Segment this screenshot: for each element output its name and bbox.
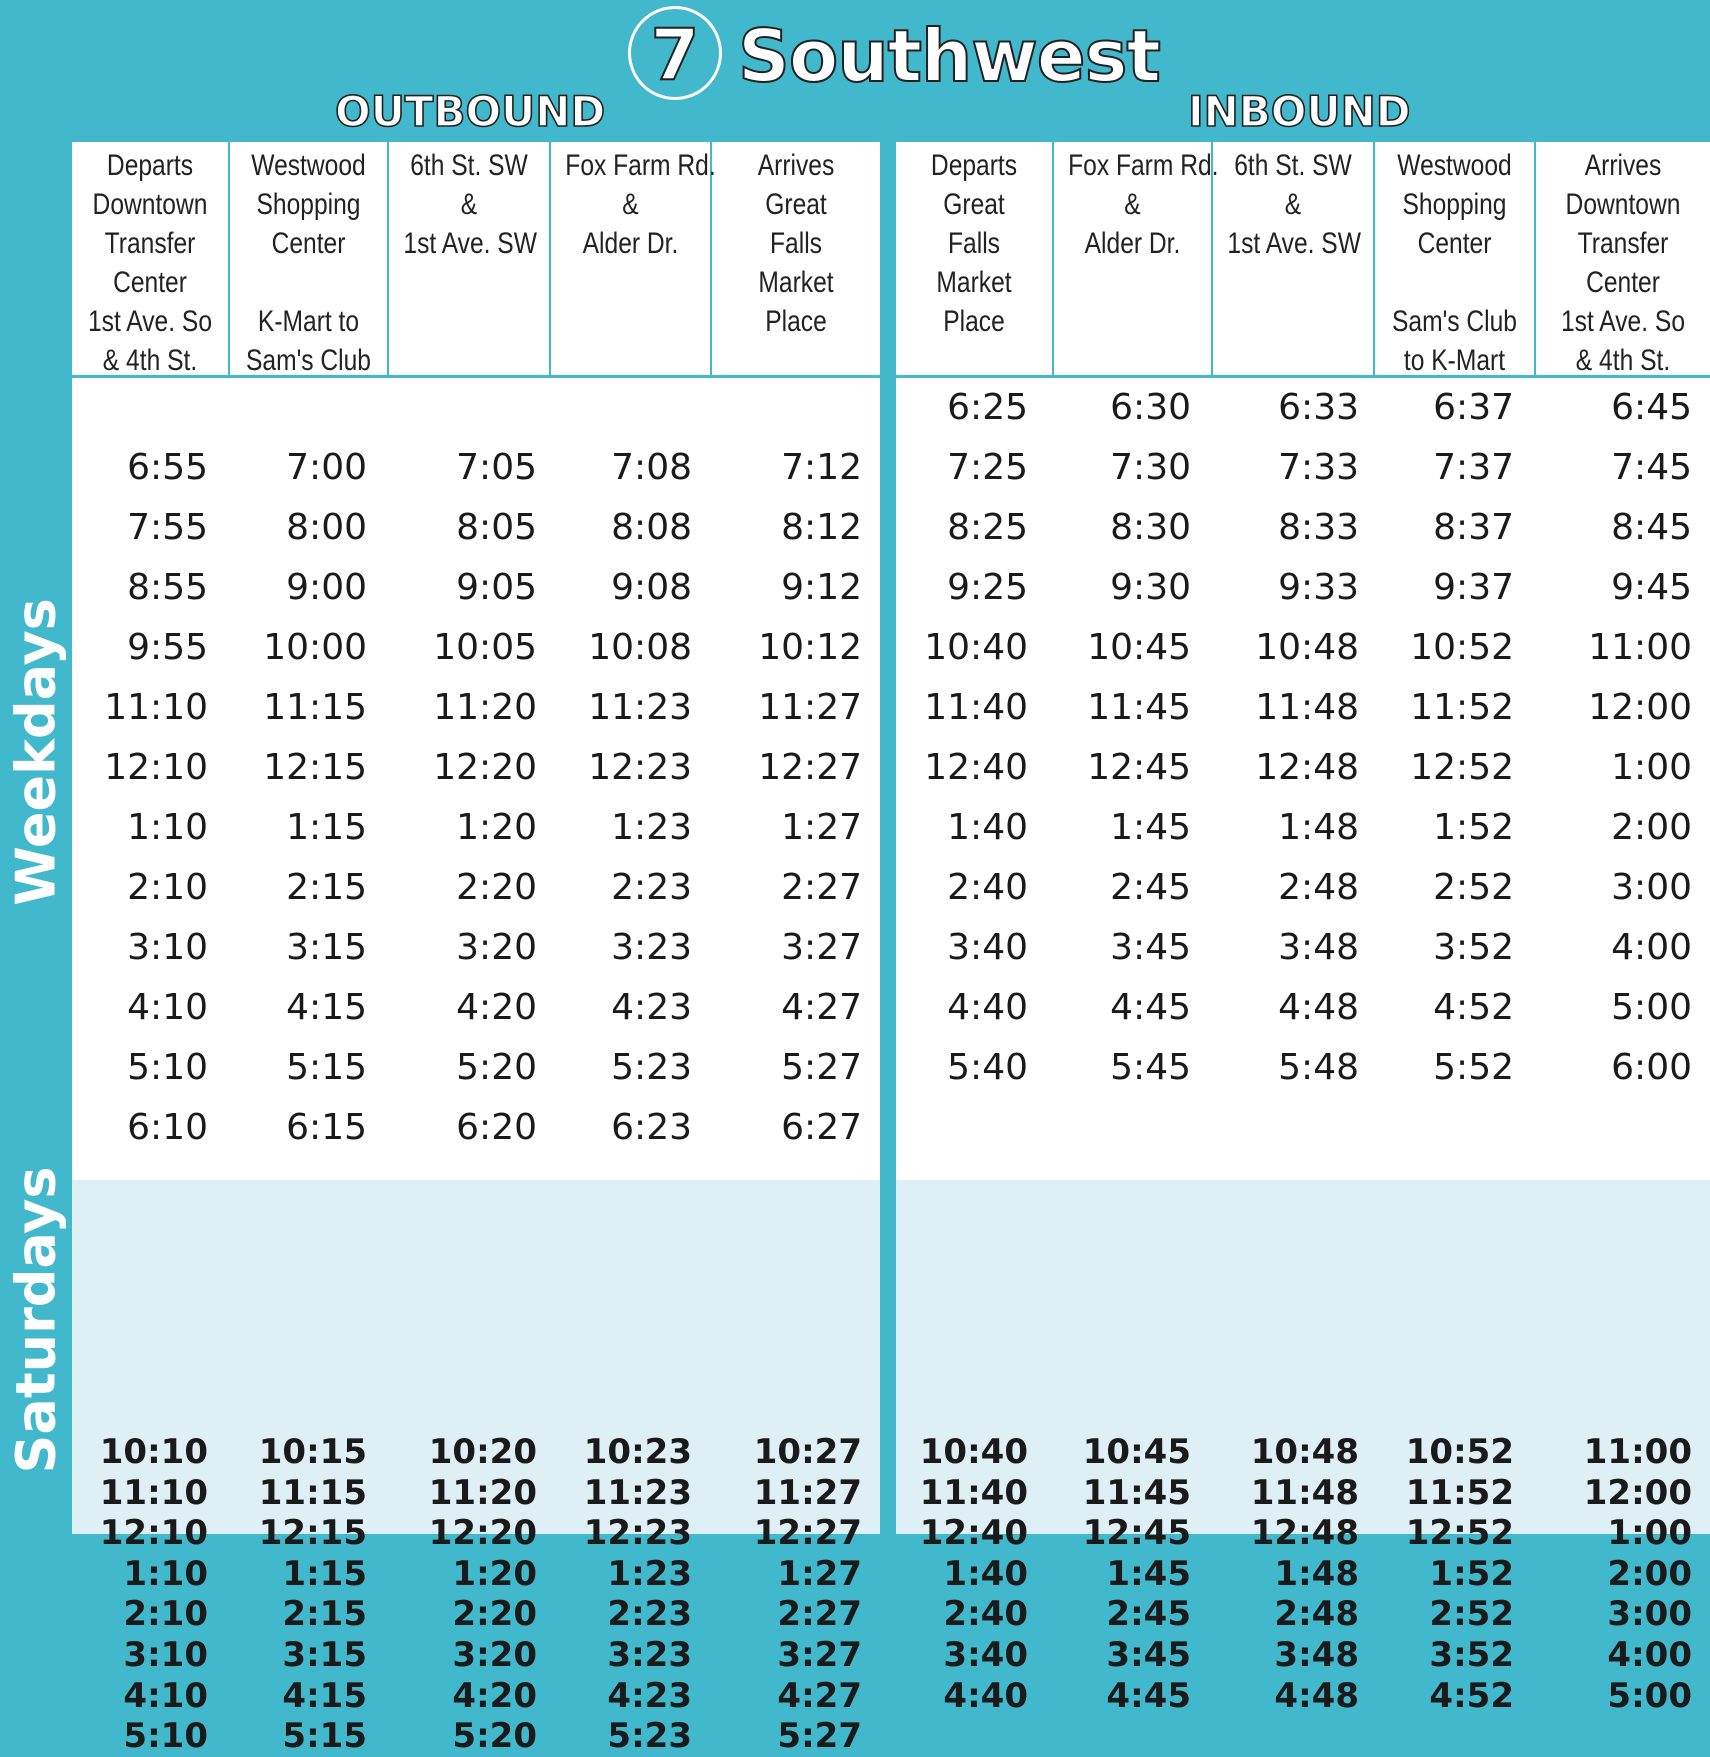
column-header-line: Downtown xyxy=(1565,188,1681,221)
weekday-time-cell xyxy=(230,378,367,438)
weekday-time-cell: 8:12 xyxy=(781,507,862,548)
saturday-time-cell: 4:20 xyxy=(452,1675,537,1716)
saturday-time-cell: 5:15 xyxy=(282,1716,367,1757)
weekday-time-cell: 8:08 xyxy=(611,507,692,548)
saturday-time-cell: 1:52 xyxy=(1429,1553,1514,1594)
weekday-time-cell: 9:30 xyxy=(1110,567,1191,608)
column-header-line: Falls xyxy=(770,227,822,260)
column-header-line: Alder Dr. xyxy=(582,227,679,260)
saturday-time-cell: 2:27 xyxy=(777,1594,862,1635)
saturday-time-cell: 12:48 xyxy=(1250,1513,1359,1554)
weekday-time-cell: 8:33 xyxy=(1278,507,1359,548)
weekday-time-cell: 11:10 xyxy=(104,687,208,728)
saturdays-label: Saturdays xyxy=(4,1166,68,1474)
weekday-time-cell: 6:27 xyxy=(781,1107,862,1148)
saturday-time-cell: 10:20 xyxy=(428,1432,537,1472)
weekday-times xyxy=(230,378,389,1158)
weekday-time-cell: 7:45 xyxy=(1611,447,1692,488)
column-header-line: Transfer xyxy=(1577,227,1669,260)
column-header-line: Westwood xyxy=(1397,149,1512,182)
saturday-time-cell: 12:23 xyxy=(583,1513,692,1554)
saturday-times xyxy=(551,1432,712,1757)
inbound-times xyxy=(896,378,1710,1716)
weekday-time-cell: 11:15 xyxy=(263,687,367,728)
weekday-times xyxy=(712,378,880,1158)
weekday-time-cell: 10:45 xyxy=(1087,627,1191,668)
weekday-time-cell: 11:27 xyxy=(758,687,862,728)
saturday-time-cell: 3:23 xyxy=(607,1634,692,1675)
column-header-line: Sam's Club xyxy=(1391,305,1517,338)
weekday-time-cell: 11:20 xyxy=(433,687,537,728)
weekday-time-cell: 1:40 xyxy=(947,807,1028,848)
weekday-time-cell: 12:52 xyxy=(1410,747,1514,788)
weekday-time-cell: 2:45 xyxy=(1110,867,1191,908)
weekday-times xyxy=(1375,378,1536,1098)
saturday-time-cell: 10:15 xyxy=(258,1432,367,1472)
column-header-line: Great xyxy=(765,188,827,221)
weekday-time-cell: 6:30 xyxy=(1110,387,1191,428)
saturday-time-cell: 11:45 xyxy=(1082,1472,1191,1513)
weekday-time-cell: 4:00 xyxy=(1611,927,1692,968)
column-header-line: Great xyxy=(943,188,1005,221)
weekday-time-cell: 5:20 xyxy=(456,1047,537,1088)
weekday-time-cell: 8:55 xyxy=(127,567,208,608)
saturday-time-cell: 10:45 xyxy=(1082,1432,1191,1472)
column-header-line xyxy=(1389,263,1519,302)
weekday-time-cell: 8:30 xyxy=(1110,507,1191,548)
weekday-times xyxy=(1536,378,1710,1098)
saturday-times xyxy=(72,1432,230,1757)
saturday-times xyxy=(1536,1432,1710,1716)
saturday-time-cell: 11:15 xyxy=(258,1472,367,1513)
saturday-time-cell: 2:20 xyxy=(452,1594,537,1635)
inbound-table xyxy=(896,142,1710,1716)
weekday-time-cell: 9:45 xyxy=(1611,567,1692,608)
weekday-time-cell: 2:15 xyxy=(286,867,367,908)
saturday-times xyxy=(712,1432,880,1757)
column-header-line: & xyxy=(1124,188,1141,221)
column-header-line: Fox Farm Rd. xyxy=(565,149,716,182)
weekday-time-cell: 8:45 xyxy=(1611,507,1692,548)
saturday-time-cell: 12:10 xyxy=(99,1513,208,1554)
saturday-time-cell: 3:10 xyxy=(123,1634,208,1675)
saturday-time-cell: 11:52 xyxy=(1405,1472,1514,1513)
saturday-time-cell: 4:52 xyxy=(1429,1675,1514,1716)
weekday-time-cell: 5:45 xyxy=(1110,1047,1191,1088)
weekday-time-cell: 3:23 xyxy=(611,927,692,968)
column-header-line: Shopping xyxy=(1402,188,1507,221)
column-header-line xyxy=(244,263,373,302)
weekday-time-cell: 9:05 xyxy=(456,567,537,608)
weekday-times xyxy=(1213,378,1375,1098)
weekday-time-cell: 5:10 xyxy=(127,1047,208,1088)
weekday-time-cell: 8:00 xyxy=(286,507,367,548)
weekday-time-cell: 7:12 xyxy=(781,447,862,488)
saturday-time-cell: 2:45 xyxy=(1106,1594,1191,1635)
column-header-line: & 4th St. xyxy=(1575,344,1671,377)
weekday-time-cell: 3:40 xyxy=(947,927,1028,968)
saturday-time-cell: 10:10 xyxy=(99,1432,208,1472)
weekday-time-cell: 12:48 xyxy=(1255,747,1359,788)
route-name: Southwest xyxy=(738,14,1160,98)
column-header-line: 1st Ave. SW xyxy=(403,227,537,260)
saturday-time-cell: 1:10 xyxy=(123,1553,208,1594)
weekday-time-cell: 6:00 xyxy=(1611,1047,1692,1088)
saturday-time-cell: 2:10 xyxy=(123,1594,208,1635)
saturday-time-cell: 5:10 xyxy=(123,1716,208,1757)
saturday-time-cell: 5:27 xyxy=(777,1716,862,1757)
column-header-line: Westwood xyxy=(251,149,366,182)
column-header-line: Arrives xyxy=(1584,149,1662,182)
weekday-time-cell xyxy=(551,378,692,438)
saturday-times xyxy=(230,1432,389,1757)
weekday-time-cell: 7:00 xyxy=(286,447,367,488)
weekday-times xyxy=(389,378,551,1158)
saturday-time-cell: 11:23 xyxy=(583,1472,692,1513)
weekday-time-cell: 7:25 xyxy=(947,447,1028,488)
saturday-time-cell: 4:00 xyxy=(1607,1634,1692,1675)
column-header-line: Place xyxy=(943,305,1005,338)
saturday-time-cell: 3:52 xyxy=(1429,1634,1514,1675)
saturday-time-cell: 3:15 xyxy=(282,1634,367,1675)
time-column xyxy=(72,378,230,1757)
weekday-time-cell: 11:23 xyxy=(588,687,692,728)
weekday-time-cell: 11:48 xyxy=(1255,687,1359,728)
column-header-line: Shopping xyxy=(256,188,361,221)
column-header-line: & xyxy=(1284,188,1302,221)
weekday-time-cell: 2:52 xyxy=(1433,867,1514,908)
saturday-time-cell: 2:52 xyxy=(1429,1594,1514,1635)
weekday-time-cell: 9:37 xyxy=(1433,567,1514,608)
column-header-line: Center xyxy=(113,266,187,299)
column-header-line: Market xyxy=(758,266,834,299)
saturday-time-cell: 11:00 xyxy=(1583,1432,1692,1472)
saturday-time-cell: 1:23 xyxy=(607,1553,692,1594)
saturday-time-cell: 4:10 xyxy=(123,1675,208,1716)
outbound-label: OUTBOUND xyxy=(335,87,606,136)
saturday-time-cell: 11:20 xyxy=(428,1472,537,1513)
weekday-time-cell: 1:20 xyxy=(456,807,537,848)
weekday-time-cell: 12:15 xyxy=(263,747,367,788)
saturday-time-cell: 1:15 xyxy=(282,1553,367,1594)
column-header-line: Center xyxy=(271,227,346,260)
weekday-time-cell: 3:20 xyxy=(456,927,537,968)
weekday-time-cell: 6:55 xyxy=(127,447,208,488)
saturday-times xyxy=(1375,1432,1536,1716)
saturday-time-cell: 3:00 xyxy=(1607,1594,1692,1635)
weekday-time-cell: 4:40 xyxy=(947,987,1028,1028)
weekday-time-cell: 12:40 xyxy=(924,747,1028,788)
weekday-time-cell: 4:48 xyxy=(1278,987,1359,1028)
saturday-time-cell: 5:20 xyxy=(452,1716,537,1757)
weekday-time-cell: 3:48 xyxy=(1278,927,1359,968)
column-header-line: & 4th St. xyxy=(102,344,198,377)
time-column xyxy=(230,378,389,1757)
weekday-times xyxy=(551,378,712,1158)
column-header-line: Fox Farm Rd. xyxy=(1068,149,1219,182)
column-header-line: to K-Mart xyxy=(1403,344,1506,377)
weekday-time-cell: 4:15 xyxy=(286,987,367,1028)
saturday-time-cell: 1:00 xyxy=(1607,1513,1692,1554)
saturday-time-cell: 2:40 xyxy=(943,1594,1028,1635)
time-column xyxy=(1375,378,1536,1716)
saturday-time-cell: 10:52 xyxy=(1405,1432,1514,1472)
saturday-times xyxy=(389,1432,551,1757)
column-header-line: 1st Ave. So xyxy=(88,305,212,338)
weekday-times xyxy=(896,378,1054,1098)
column-header-line: Arrives xyxy=(757,149,835,182)
weekday-time-cell: 2:48 xyxy=(1278,867,1359,908)
weekday-time-cell: 11:40 xyxy=(924,687,1028,728)
saturday-time-cell: 3:45 xyxy=(1106,1634,1191,1675)
saturday-time-cell: 4:27 xyxy=(777,1675,862,1716)
column-header-line: Center xyxy=(1417,227,1492,260)
weekday-time-cell: 3:15 xyxy=(286,927,367,968)
column-header-line: Market xyxy=(936,266,1012,299)
weekday-time-cell: 6:25 xyxy=(947,387,1028,428)
route-number: 7 xyxy=(650,14,700,96)
saturday-time-cell: 1:48 xyxy=(1274,1553,1359,1594)
weekday-time-cell: 7:05 xyxy=(456,447,537,488)
weekday-time-cell: 9:12 xyxy=(781,567,862,608)
saturday-time-cell: 4:48 xyxy=(1274,1675,1359,1716)
column-header-line: Falls xyxy=(948,227,1000,260)
saturday-time-cell: 2:00 xyxy=(1607,1553,1692,1594)
weekday-time-cell: 5:15 xyxy=(286,1047,367,1088)
weekday-time-cell: 12:23 xyxy=(588,747,692,788)
column-header-line: & xyxy=(460,188,478,221)
weekday-time-cell: 1:45 xyxy=(1110,807,1191,848)
weekday-time-cell: 10:52 xyxy=(1410,627,1514,668)
saturday-time-cell: 12:00 xyxy=(1583,1472,1692,1513)
weekday-time-cell: 7:08 xyxy=(611,447,692,488)
weekday-time-cell: 9:25 xyxy=(947,567,1028,608)
saturday-time-cell: 1:27 xyxy=(777,1553,862,1594)
weekday-time-cell: 6:20 xyxy=(456,1107,537,1148)
weekday-time-cell: 6:45 xyxy=(1611,387,1692,428)
weekday-time-cell: 3:00 xyxy=(1611,867,1692,908)
weekday-time-cell: 5:00 xyxy=(1611,987,1692,1028)
time-column xyxy=(1536,378,1710,1716)
saturday-time-cell: 12:52 xyxy=(1405,1513,1514,1554)
time-column xyxy=(1213,378,1375,1716)
saturday-time-cell: 4:23 xyxy=(607,1675,692,1716)
saturday-time-cell: 5:23 xyxy=(607,1716,692,1757)
weekday-times xyxy=(1054,378,1213,1098)
saturday-time-cell: 2:48 xyxy=(1274,1594,1359,1635)
weekday-time-cell: 12:27 xyxy=(758,747,862,788)
saturday-time-cell: 3:40 xyxy=(943,1634,1028,1675)
weekday-time-cell: 4:10 xyxy=(127,987,208,1028)
weekday-time-cell: 1:15 xyxy=(286,807,367,848)
weekday-time-cell: 6:33 xyxy=(1278,387,1359,428)
outbound-times xyxy=(72,378,880,1757)
weekday-time-cell: 2:20 xyxy=(456,867,537,908)
weekday-time-cell: 1:10 xyxy=(127,807,208,848)
weekday-time-cell: 7:33 xyxy=(1278,447,1359,488)
weekday-time-cell: 5:48 xyxy=(1278,1047,1359,1088)
time-column xyxy=(551,378,712,1757)
column-header-line: Downtown xyxy=(92,188,208,221)
weekday-time-cell: 1:27 xyxy=(781,807,862,848)
weekday-time-cell: 4:45 xyxy=(1110,987,1191,1028)
column-header-line: Transfer xyxy=(104,227,196,260)
weekday-time-cell: 10:40 xyxy=(924,627,1028,668)
weekday-time-cell: 12:45 xyxy=(1087,747,1191,788)
saturday-times xyxy=(1054,1432,1213,1716)
saturday-time-cell: 10:23 xyxy=(583,1432,692,1472)
time-column xyxy=(896,378,1054,1716)
weekday-time-cell: 3:45 xyxy=(1110,927,1191,968)
weekday-time-cell: 4:20 xyxy=(456,987,537,1028)
weekday-time-cell: 7:30 xyxy=(1110,447,1191,488)
weekday-time-cell: 6:10 xyxy=(127,1107,208,1148)
saturday-time-cell: 11:48 xyxy=(1250,1472,1359,1513)
weekday-time-cell: 7:55 xyxy=(127,507,208,548)
saturday-time-cell: 10:27 xyxy=(753,1432,862,1472)
column-header xyxy=(1375,142,1536,375)
weekday-time-cell: 10:05 xyxy=(433,627,537,668)
column-header-line: Place xyxy=(765,305,827,338)
column-header xyxy=(72,142,230,375)
weekdays-label: Weekdays xyxy=(4,598,68,906)
saturday-time-cell: 12:20 xyxy=(428,1513,537,1554)
weekday-time-cell: 11:00 xyxy=(1588,627,1692,668)
column-header-line: Departs xyxy=(106,149,194,182)
weekday-times xyxy=(72,378,230,1158)
weekday-time-cell: 1:52 xyxy=(1433,807,1514,848)
weekday-time-cell: 9:00 xyxy=(286,567,367,608)
saturday-time-cell: 3:20 xyxy=(452,1634,537,1675)
time-column xyxy=(1054,378,1213,1716)
inbound-label: INBOUND xyxy=(1188,87,1411,136)
column-header xyxy=(230,142,389,375)
weekday-time-cell: 8:37 xyxy=(1433,507,1514,548)
saturday-time-cell: 10:48 xyxy=(1250,1432,1359,1472)
weekday-time-cell: 5:52 xyxy=(1433,1047,1514,1088)
weekday-time-cell: 10:12 xyxy=(758,627,862,668)
saturday-time-cell: 10:40 xyxy=(919,1432,1028,1472)
saturday-time-cell: 4:40 xyxy=(943,1675,1028,1716)
column-header xyxy=(389,142,551,375)
weekday-time-cell xyxy=(389,378,537,438)
column-header-line: 1st Ave. So xyxy=(1561,305,1685,338)
column-header xyxy=(551,142,716,375)
weekday-time-cell: 3:27 xyxy=(781,927,862,968)
route-number-badge xyxy=(628,6,722,100)
saturday-time-cell: 11:27 xyxy=(753,1472,862,1513)
column-header xyxy=(1054,142,1219,375)
saturday-time-cell: 12:27 xyxy=(753,1513,862,1554)
weekday-time-cell: 6:15 xyxy=(286,1107,367,1148)
saturday-time-cell: 2:23 xyxy=(607,1594,692,1635)
weekday-time-cell: 2:27 xyxy=(781,867,862,908)
time-column xyxy=(712,378,880,1757)
weekday-time-cell xyxy=(712,378,862,438)
saturday-time-cell: 1:40 xyxy=(943,1553,1028,1594)
column-header-line: K-Mart to xyxy=(257,305,360,338)
weekday-time-cell: 11:45 xyxy=(1087,687,1191,728)
column-header xyxy=(1536,142,1710,375)
saturday-time-cell: 4:15 xyxy=(282,1675,367,1716)
weekday-time-cell: 11:52 xyxy=(1410,687,1514,728)
weekday-time-cell: 12:10 xyxy=(104,747,208,788)
saturday-time-cell: 3:27 xyxy=(777,1634,862,1675)
saturday-times xyxy=(896,1432,1054,1716)
weekday-time-cell: 1:48 xyxy=(1278,807,1359,848)
weekday-time-cell: 8:25 xyxy=(947,507,1028,548)
weekday-time-cell: 12:20 xyxy=(433,747,537,788)
weekday-time-cell: 4:27 xyxy=(781,987,862,1028)
weekday-time-cell: 4:23 xyxy=(611,987,692,1028)
weekday-time-cell: 4:52 xyxy=(1433,987,1514,1028)
weekday-time-cell: 1:00 xyxy=(1611,747,1692,788)
weekday-time-cell: 9:55 xyxy=(127,627,208,668)
saturday-time-cell: 2:15 xyxy=(282,1594,367,1635)
saturday-time-cell: 11:40 xyxy=(919,1472,1028,1513)
weekday-time-cell: 5:27 xyxy=(781,1047,862,1088)
column-header xyxy=(896,142,1054,375)
weekday-time-cell: 3:52 xyxy=(1433,927,1514,968)
column-header-line: Departs xyxy=(930,149,1018,182)
saturday-time-cell: 1:20 xyxy=(452,1553,537,1594)
weekday-time-cell: 2:00 xyxy=(1611,807,1692,848)
column-header-line: 1st Ave. SW xyxy=(1227,227,1361,260)
saturday-time-cell: 4:45 xyxy=(1106,1675,1191,1716)
column-header-line: Sam's Club xyxy=(245,344,371,377)
weekday-time-cell: 2:10 xyxy=(127,867,208,908)
outbound-headers xyxy=(72,142,880,378)
weekday-time-cell: 3:10 xyxy=(127,927,208,968)
weekday-time-cell: 9:08 xyxy=(611,567,692,608)
saturday-time-cell: 3:48 xyxy=(1274,1634,1359,1675)
weekday-time-cell: 6:37 xyxy=(1433,387,1514,428)
column-header-line: Alder Dr. xyxy=(1084,227,1181,260)
column-header-line: & xyxy=(622,188,639,221)
weekday-time-cell: 8:05 xyxy=(456,507,537,548)
weekday-time-cell: 5:40 xyxy=(947,1047,1028,1088)
saturday-time-cell: 12:15 xyxy=(258,1513,367,1554)
weekday-time-cell: 1:23 xyxy=(611,807,692,848)
saturday-time-cell: 12:40 xyxy=(919,1513,1028,1554)
weekday-time-cell: 2:23 xyxy=(611,867,692,908)
weekday-time-cell: 10:00 xyxy=(263,627,367,668)
inbound-headers xyxy=(896,142,1710,378)
time-column xyxy=(389,378,551,1757)
column-header-line: Center xyxy=(1586,266,1660,299)
column-header xyxy=(1213,142,1375,375)
column-header-line: 6th St. SW xyxy=(1234,149,1352,182)
weekday-time-cell: 12:00 xyxy=(1588,687,1692,728)
weekday-time-cell xyxy=(72,378,208,438)
weekday-time-cell: 10:08 xyxy=(588,627,692,668)
saturday-time-cell: 12:45 xyxy=(1082,1513,1191,1554)
column-header xyxy=(712,142,880,375)
outbound-table xyxy=(72,142,880,1757)
saturday-time-cell: 1:45 xyxy=(1106,1553,1191,1594)
weekday-time-cell: 9:33 xyxy=(1278,567,1359,608)
saturday-time-cell: 11:10 xyxy=(99,1472,208,1513)
saturday-time-cell: 5:00 xyxy=(1607,1675,1692,1716)
weekday-time-cell: 10:48 xyxy=(1255,627,1359,668)
weekday-time-cell: 7:37 xyxy=(1433,447,1514,488)
saturday-times xyxy=(1213,1432,1375,1716)
weekday-time-cell: 5:23 xyxy=(611,1047,692,1088)
weekday-time-cell: 6:23 xyxy=(611,1107,692,1148)
column-header-line: 6th St. SW xyxy=(410,149,528,182)
weekday-time-cell: 2:40 xyxy=(947,867,1028,908)
